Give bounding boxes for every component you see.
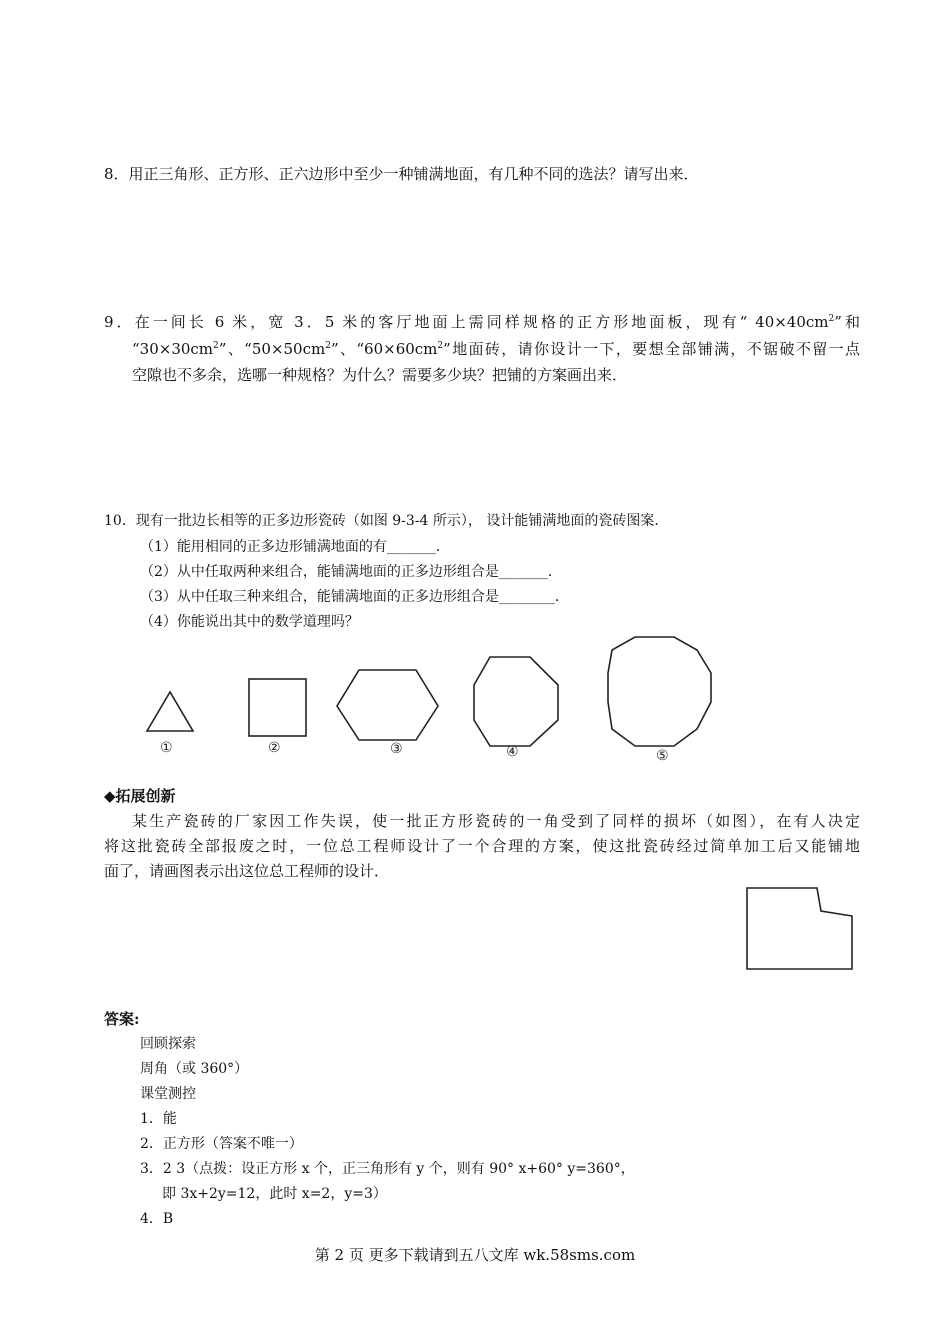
triangle-shape	[147, 692, 193, 731]
question-10-sub-3: （3）从中任取三种来组合，能铺满地面的正多边形组合是________．	[140, 589, 569, 605]
damaged-tile-figure	[746, 887, 856, 972]
extension-heading: ◆拓展创新	[104, 787, 176, 805]
question-8: 8．用正三角形、正方形、正六边形中至少一种铺满地面，有几种不同的选法？请写出来．	[104, 165, 699, 183]
question-10-sub-1: （1）能用相同的正多边形铺满地面的有_______．	[140, 539, 450, 555]
extension-line-1: 某生产瓷砖的厂家因工作失误，使一批正方形瓷砖的一角受到了同样的损坏（如图），在有人决定	[132, 812, 860, 830]
answer-line: 回顾探索	[140, 1036, 196, 1052]
figure-label-1: ①	[160, 740, 173, 756]
figure-label-4: ④	[506, 744, 519, 760]
hexagon-shape	[337, 670, 438, 740]
dodecagon-shape	[608, 637, 711, 746]
answer-line: 2．正方形（答案不唯一）	[140, 1136, 303, 1152]
question-10-sub-2: （2）从中任取两种来组合，能铺满地面的正多边形组合是_______．	[140, 564, 562, 580]
polygon-tiles-figure	[130, 632, 750, 772]
damaged-tile-shape	[747, 888, 852, 969]
question-9-line-3: 空隙也不多余，选哪一种规格？为什么？需要多少块？把铺的方案画出来．	[132, 366, 628, 384]
square-shape	[249, 679, 306, 736]
question-10-intro: 10．现有一批边长相等的正多边形瓷砖（如图 9-3-4 所示）， 设计能铺满地面的瓷砖图案．	[104, 513, 669, 529]
question-10-sub-4: （4）你能说出其中的数学道理吗？	[140, 614, 359, 630]
figure-label-3: ③	[390, 741, 403, 757]
extension-line-2: 将这批瓷砖全部报废之时，一位总工程师设计了一个合理的方案，使这批瓷砖经过简单加工后又能铺地	[104, 837, 860, 855]
answer-line: 3．2 3（点拨：设正方形 x 个，正三角形有 y 个，则有 90° x+60° y=360°，	[140, 1161, 635, 1177]
extension-line-3: 面了，请画图表示出这位总工程师的设计．	[104, 862, 390, 880]
answer-line: 课堂测控	[140, 1086, 196, 1102]
answers-heading: 答案:	[104, 1010, 140, 1028]
page-footer: 第 2 页 更多下载请到五八文库 wk.58sms.com	[314, 1246, 636, 1264]
question-9-line-1: 9．在一间长 6 米，宽 3．5 米的客厅地面上需同样规格的正方形地面板，现有“ $40\times 40cm^2$”和	[104, 313, 860, 331]
answer-line: 周角（或 360°）	[140, 1061, 249, 1077]
answer-line: 4．B	[140, 1211, 174, 1227]
answer-line: 即 3x+2y=12，此时 x=2，y=3）	[162, 1186, 387, 1202]
answer-line: 1．能	[140, 1111, 177, 1127]
question-9-line-2: “$30\times 30cm^2$”、“$50\times 50cm^2$”、“$60\times 60cm^2$”地面砖，请你设计一下，要想全部铺满，不锯破不留一点	[132, 340, 861, 358]
figure-label-5: ⑤	[656, 748, 669, 764]
octagon-shape	[474, 657, 558, 746]
figure-label-2: ②	[268, 740, 281, 756]
